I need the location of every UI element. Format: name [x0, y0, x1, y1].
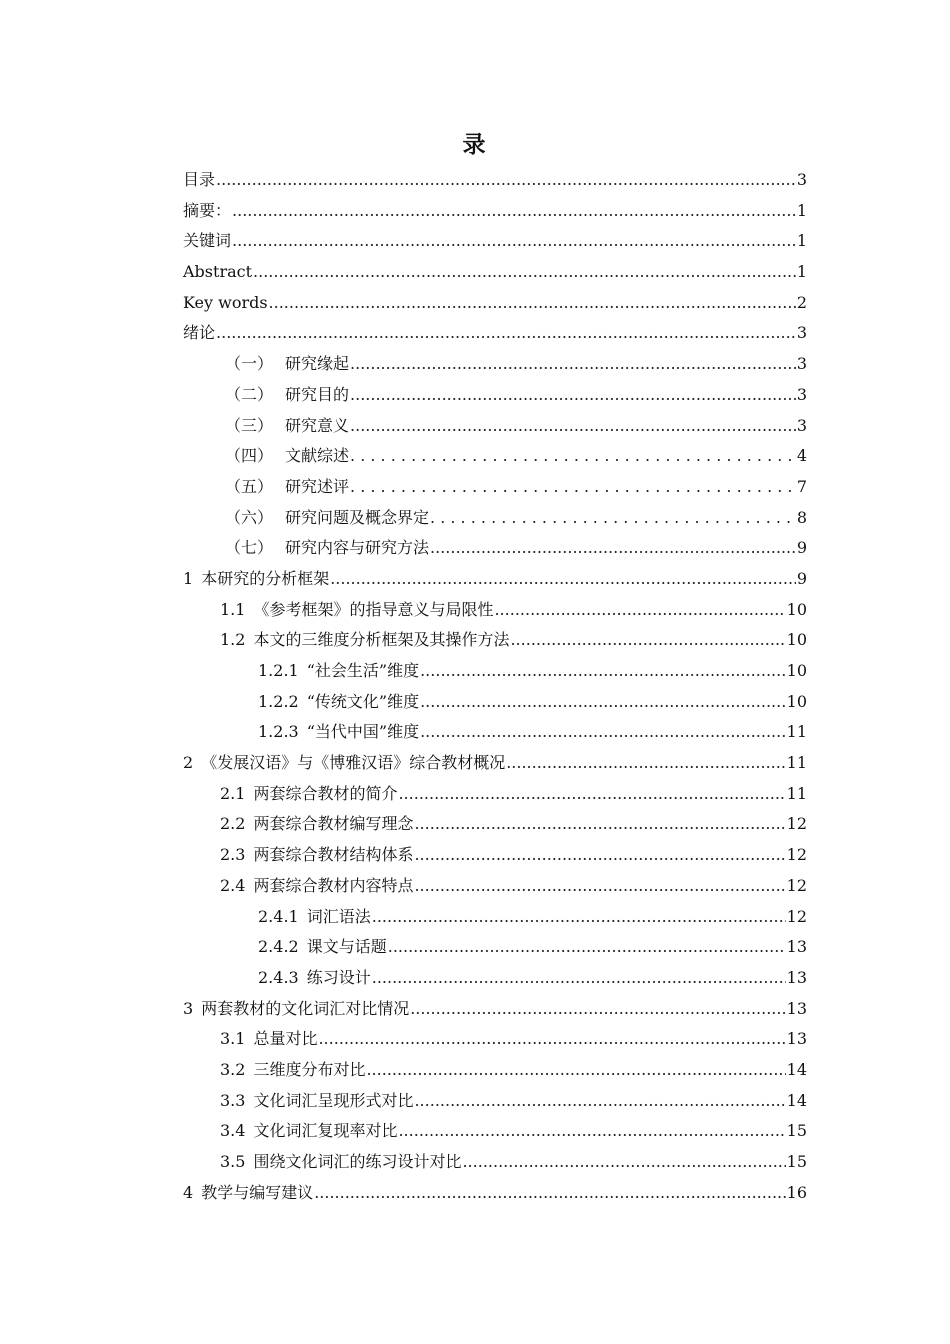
toc-entry-number: （一）: [225, 354, 274, 374]
toc-entry[interactable]: [183, 902, 807, 933]
toc-entry-number: （六）: [225, 507, 274, 527]
toc-entry[interactable]: [183, 656, 807, 687]
toc-entry-title: 课文与话题: [306, 937, 387, 957]
toc-list: [183, 165, 807, 1208]
toc-entry[interactable]: [183, 779, 807, 810]
toc-page-number: 10: [786, 630, 807, 650]
toc-entry-title: 《发展汉语》与《博雅汉语》综合教材概况: [201, 753, 506, 773]
toc-entry-title: 两套综合教材的简介: [253, 783, 398, 803]
toc-page-number: 8: [796, 507, 807, 527]
toc-entry[interactable]: [183, 717, 807, 748]
toc-entry[interactable]: [183, 257, 807, 288]
toc-dot-leader: [398, 1116, 785, 1147]
toc-page-number: 3: [796, 415, 807, 435]
toc-entry[interactable]: [183, 226, 807, 257]
toc-dot-leader: [388, 932, 786, 963]
toc-entry-title: 《参考框架》的指导意义与局限性: [253, 599, 494, 619]
toc-dot-leader: [506, 748, 785, 779]
toc-entry-title: 绪论: [183, 323, 216, 343]
toc-entry[interactable]: [183, 318, 807, 349]
toc-entry-number: 1.1: [220, 599, 246, 619]
toc-entry-number: 1: [183, 568, 194, 588]
toc-entry-number: 2.4.2: [258, 937, 299, 957]
toc-entry[interactable]: [183, 595, 807, 626]
toc-entry-number: 4: [183, 1182, 194, 1202]
toc-entry-title: 研究目的: [285, 384, 350, 404]
toc-entry-title: “社会生活”维度: [306, 661, 420, 680]
toc-page-number: 10: [786, 691, 807, 711]
toc-page-number: 12: [786, 875, 807, 895]
toc-dot-leader: [350, 441, 796, 472]
toc-dot-leader: [420, 656, 786, 687]
toc-entry[interactable]: [183, 411, 807, 442]
toc-page-number: 10: [786, 599, 807, 619]
toc-page-number: 13: [786, 967, 807, 987]
toc-page-number: 9: [796, 538, 807, 558]
toc-entry[interactable]: [183, 1024, 807, 1055]
toc-entry-title: 本研究的分析框架: [201, 568, 330, 588]
toc-entry-title: 研究述评: [285, 476, 350, 496]
toc-dot-leader: [414, 871, 785, 902]
toc-entry-number: 1.2.1: [258, 661, 299, 680]
toc-page-number: 1: [796, 262, 807, 282]
toc-page-number: 12: [786, 906, 807, 926]
toc-entry[interactable]: [183, 564, 807, 595]
toc-page-number: 13: [786, 937, 807, 957]
toc-entry-title: Key words: [183, 292, 268, 312]
toc-page-number: 15: [786, 1121, 807, 1141]
toc-entry-number: （三）: [225, 415, 274, 435]
toc-entry[interactable]: [183, 165, 807, 196]
toc-dot-leader: [232, 196, 796, 227]
toc-page-number: 16: [786, 1182, 807, 1202]
toc-entry-title: 两套教材的文化词汇对比情况: [201, 998, 410, 1018]
toc-page-number: 14: [786, 1090, 807, 1110]
toc-entry-number: 3.4: [220, 1121, 246, 1141]
toc-dot-leader: [350, 380, 796, 411]
toc-dot-leader: [269, 288, 796, 319]
toc-entry-title: 教学与编写建议: [201, 1182, 314, 1202]
toc-dot-leader: [414, 840, 785, 871]
toc-entry-number: 1.2.3: [258, 722, 299, 742]
toc-entry-title: 关键词: [183, 231, 232, 251]
toc-entry[interactable]: [183, 1116, 807, 1147]
toc-entry[interactable]: [183, 441, 807, 472]
toc-entry[interactable]: [183, 472, 807, 503]
toc-entry-title: “传统文化”维度: [306, 691, 420, 711]
toc-page-number: 11: [786, 753, 807, 773]
toc-dot-leader: [350, 411, 796, 442]
toc-dot-leader: [414, 1086, 785, 1117]
toc-entry[interactable]: [183, 809, 807, 840]
toc-dot-leader: [318, 1024, 785, 1055]
toc-entry-title: 两套综合教材内容特点: [253, 875, 414, 895]
toc-entry-number: （二）: [225, 384, 274, 404]
toc-entry[interactable]: [183, 963, 807, 994]
toc-dot-leader: [420, 717, 786, 748]
toc-page-number: 12: [786, 845, 807, 865]
toc-entry-number: 2: [183, 753, 194, 773]
toc-dot-leader: [216, 165, 796, 196]
toc-page-number: 3: [796, 354, 807, 374]
toc-entry-number: 2.3: [220, 845, 246, 865]
toc-page-number: 14: [786, 1059, 807, 1079]
toc-dot-leader: [414, 809, 785, 840]
toc-entry-title: 三维度分布对比: [253, 1059, 366, 1079]
toc-dot-leader: [510, 625, 785, 656]
toc-dot-leader: [430, 503, 796, 534]
toc-entry-title: 研究问题及概念界定: [285, 507, 430, 527]
toc-entry[interactable]: [183, 349, 807, 380]
toc-dot-leader: [430, 533, 796, 564]
toc-entry[interactable]: [183, 380, 807, 411]
toc-page-number: 11: [786, 783, 807, 803]
toc-entry-number: 2.1: [220, 783, 246, 803]
toc-entry-number: 3.1: [220, 1029, 246, 1049]
toc-page-number: 4: [796, 446, 807, 466]
toc-page-number: 10: [786, 661, 807, 680]
toc-page-number: 15: [786, 1152, 807, 1171]
toc-entry-number: 2.4.1: [258, 906, 299, 926]
toc-dot-leader: [410, 994, 785, 1025]
toc-dot-leader: [372, 902, 786, 933]
toc-dot-leader: [398, 779, 785, 810]
toc-entry-title: 研究缘起: [285, 354, 350, 374]
toc-entry-number: （五）: [225, 476, 274, 496]
toc-entry-number: 3: [183, 998, 194, 1018]
toc-dot-leader: [366, 1055, 785, 1086]
toc-entry[interactable]: [183, 1055, 807, 1086]
toc-dot-leader: [420, 687, 786, 718]
toc-entry-title: Abstract: [183, 262, 253, 282]
toc-entry-title: 本文的三维度分析框架及其操作方法: [253, 630, 510, 650]
toc-entry-title: 研究内容与研究方法: [285, 538, 430, 558]
toc-entry-number: （七）: [225, 538, 274, 558]
toc-entry[interactable]: [183, 994, 807, 1025]
toc-dot-leader: [216, 318, 796, 349]
toc-entry[interactable]: [183, 288, 807, 319]
toc-entry-title: 研究意义: [285, 415, 350, 435]
toc-entry-title: 词汇语法: [306, 906, 371, 926]
toc-entry-title: 总量对比: [253, 1029, 318, 1049]
toc-dot-leader: [350, 349, 796, 380]
toc-dot-leader: [253, 257, 796, 288]
toc-page-number: 3: [796, 170, 807, 189]
toc-entry-number: 3.3: [220, 1090, 246, 1110]
toc-page-number: 9: [796, 568, 807, 588]
toc-entry-title: 文化词汇呈现形式对比: [253, 1090, 414, 1110]
toc-entry[interactable]: [183, 196, 807, 227]
toc-dot-leader: [494, 595, 785, 626]
toc-entry-title: 文化词汇复现率对比: [253, 1121, 398, 1141]
toc-entry-title: 摘要：: [183, 200, 232, 220]
toc-page-number: 2: [796, 292, 807, 312]
toc-page-number: 1: [796, 231, 807, 251]
toc-entry-title: 围绕文化词汇的练习设计对比: [253, 1152, 462, 1171]
toc-entry-number: 1.2: [220, 630, 246, 650]
toc-page-number: 13: [786, 1029, 807, 1049]
toc-dot-leader: [350, 472, 796, 503]
toc-title: 录: [462, 132, 488, 158]
toc-entry-number: 2.4: [220, 875, 246, 895]
toc-entry-title: 目录: [183, 170, 216, 189]
toc-page-number: 12: [786, 814, 807, 834]
toc-entry[interactable]: [183, 1178, 807, 1209]
toc-page-number: 1: [796, 200, 807, 220]
toc-entry[interactable]: [183, 1147, 807, 1178]
toc-page-number: 7: [796, 476, 807, 496]
toc-entry-number: 2.2: [220, 814, 246, 834]
toc-entry[interactable]: [183, 533, 807, 564]
toc-entry[interactable]: [183, 625, 807, 656]
toc-entry[interactable]: [183, 503, 807, 534]
toc-entry-title: 两套综合教材结构体系: [253, 845, 414, 865]
toc-entry-number: 1.2.2: [258, 691, 299, 711]
toc-entry-number: 3.5: [220, 1152, 246, 1171]
toc-dot-leader: [462, 1147, 785, 1178]
toc-entry[interactable]: [183, 840, 807, 871]
toc-dot-leader: [314, 1178, 785, 1209]
toc-entry-title: “当代中国”维度: [306, 722, 420, 742]
toc-entry[interactable]: [183, 871, 807, 902]
toc-entry[interactable]: [183, 932, 807, 963]
toc-entry[interactable]: [183, 1086, 807, 1117]
toc-page-number: 3: [796, 384, 807, 404]
toc-entry-title: 两套综合教材编写理念: [253, 814, 414, 834]
toc-entry[interactable]: [183, 748, 807, 779]
toc-entry-title: 文献综述: [285, 446, 350, 466]
toc-entry-number: 2.4.3: [258, 967, 299, 987]
toc-entry-title: 练习设计: [306, 967, 371, 987]
toc-entry-number: （四）: [225, 446, 274, 466]
toc-page-number: 3: [796, 323, 807, 343]
toc-page-number: 13: [786, 998, 807, 1018]
toc-dot-leader: [330, 564, 796, 595]
toc-page-number: 11: [786, 722, 807, 742]
toc-entry-number: 3.2: [220, 1059, 246, 1079]
toc-dot-leader: [232, 226, 796, 257]
toc-dot-leader: [372, 963, 786, 994]
toc-entry[interactable]: [183, 687, 807, 718]
